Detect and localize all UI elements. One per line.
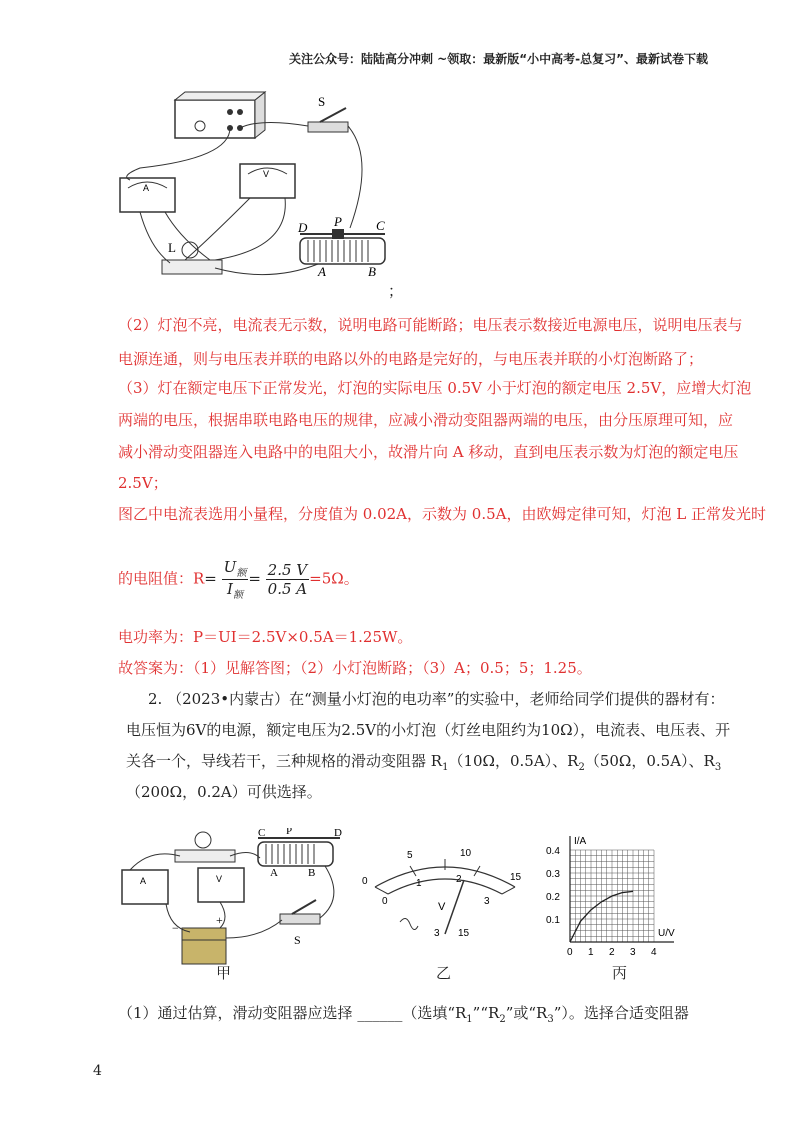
fraction-numeric: $\frac{2.5 V}{0.5 A}$ <box>267 561 308 598</box>
answer-p2-line2: 电源连通，则与电压表并联的电路以外的电路是完好的，与电压表并联的小灯泡断路了； <box>118 350 704 368</box>
dial-0: 0 <box>362 876 368 887</box>
iu-chart <box>532 832 692 962</box>
circuit-figure-top <box>110 88 410 298</box>
jia-p-label: P <box>286 828 293 837</box>
resistance-formula <box>118 558 359 601</box>
rheostat-d-label: D <box>298 220 308 235</box>
dial-15: 15 <box>510 872 522 883</box>
y-axis-label: I/A <box>574 836 587 847</box>
resistance-result: =5Ω。 <box>309 569 359 588</box>
equals-2: = <box>248 569 261 588</box>
rheostat-c-label: C <box>376 218 385 233</box>
fraction-symbolic: $\frac{U_额}{I_额}$ <box>223 558 247 601</box>
q2-line2: 电压恒为6V的电源，额定电压为2.5V的小灯泡（灯丝电阻约为10Ω），电流表、电压表、开 <box>126 721 731 739</box>
battery-plus: + <box>216 913 223 927</box>
power-line: 电功率为：P＝UI＝2.5V×0.5A＝1.25W。 <box>118 628 413 646</box>
page-number: 4 <box>93 1063 102 1079</box>
rheostat-p-label: P <box>334 214 342 229</box>
jia-voltmeter-label: V <box>216 874 223 884</box>
answer-p3-line3: 减小滑动变阻器连入电路中的电阻大小，故滑片向 A 移动，直到电压表示数为灯泡的额定电压 <box>118 443 739 461</box>
figure-semicolon: ； <box>388 282 404 300</box>
y-tick-label: 0.1 <box>546 915 560 926</box>
circuit-figure-jia <box>110 828 355 978</box>
jia-b-label: B <box>308 867 316 879</box>
q2-line1: 2. （2023•内蒙古）在“测量小灯泡的电功率”的实验中，老师给同学们提供的器材有： <box>148 690 725 708</box>
page-header: 关注公众号：陆陆高分冲刺 ~领取：最新版“小中高考-总复习”、最新试卷下载 <box>289 52 708 66</box>
figure-jia-caption: 甲 <box>216 964 232 982</box>
dial-inner-0: 0 <box>382 896 388 907</box>
dial-5: 5 <box>407 850 413 861</box>
jia-c-label: C <box>258 828 266 839</box>
q2-line3: 关各一个，导线若干，三种规格的滑动变阻器 $R_1(10\Omega$，0.5A）、$R_2(50\Omega$，0.5A）、$R_3$ <box>126 752 722 773</box>
x-axis-label: U/V <box>658 928 675 939</box>
answer-p3-line2: 两端的电压，根据串联电路电压的规律，应减小滑动变阻器两端的电压，由分压原理可知，应 <box>118 411 734 429</box>
switch-label: S <box>318 94 326 109</box>
dial-v: V <box>438 901 446 913</box>
x-tick-label: 3 <box>630 947 636 958</box>
q2-line4: （200Ω，0.2A）可供选择。 <box>126 783 322 801</box>
final-answer: 故答案为：（1）见解答图；（2）小灯泡断路；（3）A；0.5；5；1.25。 <box>118 659 592 677</box>
jia-d-label: D <box>334 828 342 839</box>
y-tick-label: 0.2 <box>546 892 560 903</box>
lamp-label: L <box>168 240 176 255</box>
dial-10: 10 <box>460 848 472 859</box>
jia-ammeter-label: A <box>140 876 147 886</box>
dial-inner-2: 2 <box>456 874 462 885</box>
answer-p2-line1: （2）灯泡不亮，电流表无示数，说明电路可能断路；电压表示数接近电源电压，说明电压表与 <box>118 316 743 334</box>
terminal-15: 15 <box>458 928 470 939</box>
answer-blank[interactable]: ______ <box>357 1004 403 1022</box>
voltmeter-dial-figure <box>360 842 530 952</box>
y-tick-label: 0.3 <box>546 869 560 880</box>
answer-p4-line1: 图乙中电流表选用小量程，分度值为 0.02A，示数为 0.5A，由欧姆定律可知，灯泡 L 正常发光时 <box>118 505 766 523</box>
battery-minus: − <box>172 921 179 935</box>
rheostat-a-label: A <box>318 264 326 279</box>
x-tick-label: 2 <box>609 947 615 958</box>
x-tick-label: 0 <box>567 947 573 958</box>
x-tick-label: 4 <box>651 947 657 958</box>
equals-1: = <box>204 569 217 588</box>
figure-yi-caption: 乙 <box>436 964 452 982</box>
answer-p3-line1: （3）灯在额定电压下正常发光，灯泡的实际电压 0.5V 小于灯泡的额定电压 2.5V，应增大灯泡 <box>118 379 752 397</box>
jia-a-label: A <box>270 867 278 879</box>
voltmeter-label: V <box>263 169 270 179</box>
y-tick-label: 0.4 <box>546 846 560 857</box>
q2-sub1: （1）通过估算，滑动变阻器应选择 ______（选填“$R_1”“R_2$”或“$R_3$”）。选择合适变阻器 <box>118 1004 689 1025</box>
figure-bing-caption: 丙 <box>612 964 628 982</box>
x-tick-label: 1 <box>588 947 594 958</box>
dial-inner-3: 3 <box>484 896 490 907</box>
answer-p3-line4: 2.5V； <box>118 474 168 492</box>
jia-switch-label: S <box>294 933 301 947</box>
resistance-prefix: 的电阻值：R <box>118 569 205 588</box>
dial-inner-1: 1 <box>416 878 422 889</box>
terminal-3: 3 <box>434 928 440 939</box>
rheostat-b-label: B <box>368 264 376 279</box>
ammeter-label: A <box>143 183 150 193</box>
